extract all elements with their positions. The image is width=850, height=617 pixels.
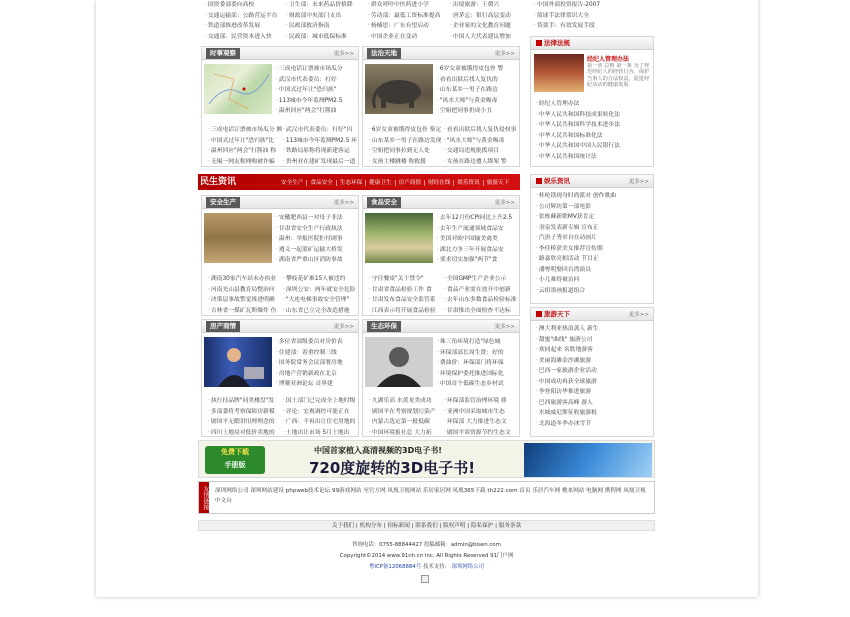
fangchan-thumbnail[interactable]	[204, 337, 272, 387]
list-item[interactable]: · 民政部：城市低保标准	[286, 32, 366, 43]
list-item[interactable]: · 卫生部：未来药品价格降	[286, 0, 366, 11]
list-item[interactable]: · 住建部：着重控制三线	[276, 348, 358, 359]
footer-nav-item[interactable]: 版权声明	[443, 523, 466, 529]
list-item[interactable]: · 李登阳访华推进旅游	[536, 387, 652, 398]
list-item[interactable]: · 中国人大代表建议增加	[450, 32, 530, 43]
list-item[interactable]: · 中国外商投资报告-2007	[534, 0, 652, 11]
list-item[interactable]: · 执行挂品牌"同类楼盘"发	[208, 396, 283, 407]
map-thumbnail[interactable]	[204, 64, 272, 114]
list-item[interactable]: · 中华人民共和国科学技术进步法	[536, 120, 652, 131]
list-item[interactable]: · 张栋蘇新歌MV获肯定	[536, 212, 652, 223]
anquan-section	[201, 195, 359, 316]
list-item[interactable]: · 剧国平在考察规划污染产	[369, 407, 444, 418]
list-item[interactable]: · 攀枝花矿难15人被违约	[283, 274, 358, 285]
list-item[interactable]: · 剧国平谈资源节约生态文	[444, 428, 519, 439]
list-item[interactable]: · 财政部中央部门支出	[286, 11, 366, 22]
ad-big-text: 720度旋转的3D电子书!	[309, 459, 476, 477]
falv-section	[530, 36, 654, 167]
list-item[interactable]: · 汽唐子秀章自在动画片	[536, 233, 652, 244]
footer-copyright: Copyright©2014 www.91nh.cn Inc. All Rights Reserved 91门户网	[339, 553, 514, 559]
footer-nav-item[interactable]: 关于我们	[331, 523, 355, 529]
list-item[interactable]: · "风水大师"与黄金吸毒	[444, 136, 519, 147]
section-title: 旅游天下	[535, 309, 572, 320]
more-link[interactable]: 更多>>	[494, 324, 515, 330]
list-item[interactable]: · 甘肃推出全面检查不达标	[444, 306, 519, 317]
footer-nav-item[interactable]: 联系我们	[415, 523, 438, 529]
list-item[interactable]: · 房地产营销新政在北京	[276, 369, 358, 380]
list-item[interactable]: · 湖南省严重山区消防事故	[276, 255, 358, 266]
portrait-icon	[365, 337, 433, 387]
fangchan-headlines	[276, 337, 358, 390]
list-item[interactable]: · 看看出狱后找人复仇侵权事	[444, 125, 519, 136]
huanbao-headlines	[437, 337, 519, 390]
lvyou-list	[536, 324, 652, 429]
list-item[interactable]: · 武汉市代表委员：打好"闪	[283, 125, 358, 136]
list-item[interactable]: · 巴西一家旅游企业活动	[536, 366, 652, 377]
falv-feature-text: 第一章 总则 第一条 为了规范经纪人的经营行为，保护当事人的合法权益，促进经纪活动的健康发展	[587, 63, 650, 89]
elephant-icon	[365, 64, 433, 114]
list-item[interactable]: · 空姐把同事拉到无人处	[369, 146, 444, 157]
list-item[interactable]: · 四川土地局对低价卖地的	[208, 428, 283, 439]
fangchan-list	[208, 396, 358, 438]
links-text[interactable]: 深圳网络公司 深圳网站建设 phpweb技术论坛 99游戏网站 至官方网 凤凰卫视网站 乐居家居网 凤凰365下载 th222.com 首页 乐居汽车网 桃来网站 电脑网 携程网 凤凰卫视中文台	[215, 488, 646, 504]
anquan-thumbnail[interactable]	[204, 213, 272, 263]
list-item[interactable]: · 出境旅游：王朝兴	[450, 0, 530, 11]
ebook-ad-banner[interactable]	[198, 440, 655, 478]
list-item[interactable]: · 交通局违规批拨项目	[444, 146, 519, 157]
list-item[interactable]: · 要求切实加强"两节"食	[437, 255, 519, 266]
top-list-left-2	[286, 0, 366, 42]
list-item[interactable]: · 多部委将考察保障房新模	[208, 407, 283, 418]
list-item[interactable]: · 评论：宏观调控可能正在	[283, 407, 358, 418]
section-title: 房产商情	[206, 321, 240, 332]
ad-headline: 中国首家植入高清视频的3D电子书!	[314, 446, 442, 455]
nav-item[interactable]: 旅游天下	[483, 180, 512, 186]
more-link[interactable]: 更多>>	[494, 200, 515, 206]
list-item[interactable]: · 云组墨画报道组合	[536, 286, 652, 297]
list-item[interactable]: · 甜蜜"曲线" 旅游公司	[536, 335, 652, 346]
shipin-headlines	[437, 213, 519, 266]
list-item[interactable]: · 决策层事故警觉推进明确	[208, 295, 283, 306]
list-item[interactable]: · 环保部部长周生贤：好的	[437, 348, 519, 359]
list-item[interactable]: · 费油价：环保部门将环保	[437, 358, 519, 369]
shishi-headlines	[276, 64, 358, 117]
friend-links	[198, 481, 655, 514]
banner-nav	[278, 178, 512, 186]
section-header	[202, 196, 358, 209]
list-item[interactable]: · 女孩主楼跳楼 称救援	[369, 157, 444, 168]
list-item[interactable]: · 中国式过年让"恐归族"比	[208, 136, 283, 147]
list-item[interactable]: · 企业家的文化教育问题	[450, 21, 530, 32]
map-icon	[204, 64, 272, 114]
list-item[interactable]: · 甘肃省安全生产行政执法	[276, 224, 358, 235]
top-list-left-1	[205, 0, 285, 42]
list-item[interactable]: · 唐茅忘：银行高层变动	[450, 11, 530, 22]
list-item[interactable]: · 贷款手：有效发展手段	[534, 21, 652, 32]
list-item[interactable]: · 河南光山县教育局整治问	[208, 285, 283, 296]
falv-list	[536, 99, 652, 162]
list-item[interactable]: · 113城市今年监测PM2.5 环	[283, 136, 358, 147]
list-item[interactable]: · 国资委部委向高校	[205, 0, 285, 11]
minsheng-banner	[198, 174, 520, 190]
more-link[interactable]: 更多>>	[494, 51, 515, 57]
section-header	[531, 308, 653, 321]
list-item[interactable]: · 中华人民共和国标准化法	[536, 131, 652, 142]
list-item[interactable]: · 巴西旅游客高峰 游人	[536, 398, 652, 409]
nav-item[interactable]: 生态环保	[336, 180, 365, 186]
anquan-headlines	[276, 213, 358, 266]
list-item[interactable]: · 贵州业在建矿发现最后一道	[283, 157, 358, 168]
list-item[interactable]: · 三成电话订票被市场瓜分	[276, 64, 358, 75]
list-item[interactable]: · 三成电话订票被市场瓜分 额	[208, 125, 283, 136]
list-item[interactable]: · 武汉市代表委员：打好	[276, 75, 358, 86]
list-item[interactable]: · 小儿难得被访问	[536, 275, 652, 286]
shipin-section	[362, 195, 520, 316]
footer-nav-item[interactable]: 招标新闻	[387, 523, 410, 529]
list-item[interactable]: · 欢同起来 名胜地游客	[536, 345, 652, 356]
list-item[interactable]: · 中国首个低碳生态乡村试	[437, 379, 519, 390]
section-title: 法治天地	[367, 48, 401, 59]
ad-badge-line1: 免费下载	[221, 448, 249, 456]
tech-support-link[interactable]: 深圳网络公司	[451, 564, 484, 570]
list-item[interactable]: · 中华人民共和国科技成果转化法	[536, 110, 652, 121]
list-item[interactable]: · 6岁女童被饿得皮包骨 警	[437, 64, 519, 75]
list-item[interactable]: · 全国GMP生产企业公示	[444, 274, 519, 285]
shishi-list	[208, 125, 358, 167]
icp-link[interactable]: 粤ICP备12068884号	[369, 564, 422, 570]
huanbao-list	[369, 396, 519, 438]
list-item[interactable]: · 潘粤明娶回台湾演员	[536, 265, 652, 276]
section-title: 生态环保	[367, 321, 401, 332]
nav-item[interactable]: 健康卫生	[365, 180, 394, 186]
section-header	[531, 37, 653, 50]
list-item[interactable]: · 女孩在路边遭人绑架 警	[444, 157, 519, 168]
nav-item[interactable]: 食品安全	[306, 180, 335, 186]
list-item[interactable]: · 羽泉发表新专辑 宣布正	[536, 223, 652, 234]
list-item[interactable]: · 甘肃省食品检验工作 食	[369, 285, 444, 296]
list-item[interactable]: · 交通部：民营资本进入快	[205, 32, 285, 43]
section-header	[202, 320, 358, 333]
lvyou-section	[530, 307, 654, 437]
section-title: 食品安全	[367, 197, 401, 208]
list-item[interactable]: · 山东省已立完全改造措施	[283, 306, 358, 317]
list-item[interactable]: · 113城市今年监测PM2.5	[276, 96, 358, 107]
list-item[interactable]: · 交通运输部：公路营运平台	[205, 11, 285, 22]
list-item[interactable]: · 美国对欧中国输美禽类	[437, 234, 519, 245]
footer-contact: 咨询电话：0755-88844427 投稿邮箱：admin@bisen.com	[352, 542, 501, 548]
top-list-right	[534, 0, 652, 32]
shishi-section	[201, 46, 359, 167]
section-header	[363, 196, 519, 209]
list-item[interactable]: · 北海道冬季办冰雪节	[536, 419, 652, 430]
list-item[interactable]: · 中国企业正在变动	[368, 32, 448, 43]
falv-feature-image[interactable]	[534, 54, 584, 92]
ad-badge-line2: 手册版	[224, 461, 246, 469]
list-item[interactable]: · 美丽海滩金沙滩旅游	[536, 356, 652, 367]
more-link[interactable]: 更多>>	[333, 51, 354, 57]
list-item[interactable]: · 澳大利亚热浪袭人 新生	[536, 324, 652, 335]
list-item[interactable]: · 遵义一起蓝矿运输大桥发	[276, 245, 358, 256]
list-item[interactable]: · 中国环境报社总 大力拓	[369, 428, 444, 439]
section-header	[363, 47, 519, 60]
tech-support-label: 技术支持：	[422, 564, 450, 570]
top-list-mid-2	[450, 0, 530, 42]
fangchan-section	[201, 319, 359, 437]
list-item[interactable]: · 山东某乡一男子在路边发现	[369, 136, 444, 147]
footer-icp	[198, 562, 655, 570]
list-item[interactable]: · 环境保护委托推进国际化	[437, 369, 519, 380]
fazhi-section	[362, 46, 520, 167]
nav-item[interactable]: 娱乐资讯	[453, 180, 482, 186]
nav-item[interactable]: 财经在线	[424, 180, 453, 186]
list-item[interactable]: · "大连电梯事故安全管理"	[283, 295, 358, 306]
section-header	[363, 320, 519, 333]
list-item[interactable]: · 环保部 大力推进生态文	[444, 417, 519, 428]
fazhi-list	[369, 125, 519, 167]
list-item[interactable]: · 亚洲中国采取城市生态	[444, 407, 519, 418]
huanbao-thumbnail[interactable]	[365, 337, 433, 387]
list-item[interactable]: · 国务院常务会议部署房地	[276, 358, 358, 369]
more-link[interactable]: 更多>>	[333, 324, 354, 330]
list-item[interactable]: · 去年山东多数食品检验标准	[444, 295, 519, 306]
list-item[interactable]: · 桂纶镁现身时尚派对 创作歌曲	[536, 191, 652, 202]
list-item[interactable]: · 江西表示将开展食品检验	[369, 306, 444, 317]
list-item[interactable]: · 温州：举报医院拒付剧事	[276, 234, 358, 245]
list-item[interactable]: · 湖北力争三年开展食品安	[437, 245, 519, 256]
list-item[interactable]: · 内蒙古选定第一批低碳	[369, 417, 444, 428]
section-title: 安全生产	[206, 197, 240, 208]
list-item[interactable]: · 食品产业需在放开中创新	[444, 285, 519, 296]
list-item[interactable]: · 铁道部推进改革发展	[205, 21, 285, 32]
top-list-mid-1	[368, 0, 448, 42]
list-item[interactable]: · 篮球手法律常识大全	[534, 11, 652, 22]
list-item[interactable]: · 中华人民共和国统计法	[536, 152, 652, 163]
yule-section	[530, 174, 654, 304]
footer-nav-item[interactable]: 服务条款	[498, 523, 522, 529]
yule-list	[536, 191, 652, 296]
nav-item[interactable]: 安全生产	[281, 180, 304, 186]
banner-logo: 民生资讯	[200, 177, 237, 187]
list-item[interactable]: · 中华人民共和国中国人民银行法	[536, 141, 652, 152]
list-item[interactable]: · 安徽肥西县一对母子非法	[276, 213, 358, 224]
list-item[interactable]: · 李佳桥获美女推荐宣传期	[536, 244, 652, 255]
list-item[interactable]: · 经纪人管理办法	[536, 99, 652, 110]
section-title: 娱乐资讯	[535, 176, 572, 187]
list-item[interactable]: · 6岁女童被饿得皮包骨 鉴定	[369, 125, 444, 136]
ad-ebook-image	[524, 443, 652, 477]
list-item[interactable]: · 湖南30家汽车站未办执业	[208, 274, 283, 285]
list-item[interactable]: · 铁路局原称将现新建客运	[283, 146, 358, 157]
elephant-thumbnail[interactable]	[365, 64, 433, 114]
links-label: 友情链接	[199, 482, 209, 513]
list-item[interactable]: · 温州回应"两会"打酱油 称	[208, 146, 283, 157]
ad-download-badge[interactable]	[205, 446, 265, 474]
shipin-list	[369, 274, 519, 316]
list-item[interactable]: · 空姐把同事扔成小丑	[437, 106, 519, 117]
stats-icon[interactable]	[421, 575, 429, 583]
list-item[interactable]: · 去年生产流通领域食品安	[437, 224, 519, 235]
list-item[interactable]: · 珠三角环境打造"绿色城	[437, 337, 519, 348]
section-title: 法律法规	[535, 38, 572, 49]
person-icon	[204, 337, 272, 387]
list-item[interactable]: · 路嘉欣亮相活动 节目正	[536, 254, 652, 265]
list-item[interactable]: · 去年12月份CPI同比上升2.5	[437, 213, 519, 224]
list-item[interactable]: · "风水大师"与黄金吸毒	[437, 96, 519, 107]
list-item[interactable]: · 九湖乐高 水黄龙类成功	[369, 396, 444, 407]
list-item[interactable]: · 甘肃发布食品安全监管系	[369, 295, 444, 306]
list-item[interactable]: · 深圳公安：两年就安全危险	[283, 285, 358, 296]
list-item[interactable]: · 杨楠思：广东有望启动	[368, 21, 448, 32]
list-item[interactable]: · 公司辉坊第一部电影	[536, 202, 652, 213]
list-item[interactable]: · 土地出让市场 5月土地出	[283, 428, 358, 439]
list-item[interactable]: · 温州回应"两会"打酱油	[276, 106, 358, 117]
list-item[interactable]: · 广西：不再出让住宅用地的	[283, 417, 358, 428]
more-link[interactable]: 更多>>	[628, 312, 649, 318]
footer-nav-item[interactable]: 机构分布	[359, 523, 382, 529]
more-link[interactable]: 更多>>	[333, 200, 354, 206]
section-header	[531, 175, 653, 188]
more-link[interactable]: 更多>>	[628, 179, 649, 185]
list-item[interactable]: · 博鳌亚洲论坛 首界建	[276, 379, 358, 390]
list-item[interactable]: · 民政部救济指南	[286, 21, 366, 32]
shipin-thumbnail[interactable]	[365, 213, 433, 263]
list-item[interactable]: · 看看出狱后找人复仇的	[437, 75, 519, 86]
section-title: 时事观察	[206, 48, 240, 59]
list-item[interactable]: · 水城威尼斯征收旅游税	[536, 408, 652, 419]
list-item[interactable]: · 中国式过年让"恐归族"	[276, 85, 358, 96]
list-item[interactable]: · 多位省部级委员对房价表	[276, 337, 358, 348]
list-item[interactable]: · 环保部监管治理环境 排	[444, 396, 519, 407]
fazhi-headlines	[437, 64, 519, 117]
list-item[interactable]: · 无锡一网友称网购被诈骗	[208, 157, 283, 168]
footer-nav: 关于我们 | 机构分布 | 招标新闻 | 联系我们 | 版权声明 | 隐私保护 | 服务条款	[198, 520, 655, 531]
list-item[interactable]: · 国土部门已完成全上地时级	[283, 396, 358, 407]
anquan-list	[208, 274, 358, 316]
list-item[interactable]: · 中国成功再获全球旅游	[536, 377, 652, 388]
list-item[interactable]: · 吉林省一煤矿瓦斯爆炸 伤	[208, 306, 283, 317]
list-item[interactable]: · 劳动部：最低工资标准提高	[368, 11, 448, 22]
section-header	[202, 47, 358, 60]
list-item[interactable]: · 山东某乡一男子在路边	[437, 85, 519, 96]
list-item[interactable]: · 剧国平无暇讲用理理念的	[208, 417, 283, 428]
nav-item[interactable]: 房产商情	[395, 180, 424, 186]
footer-nav-item[interactable]: 隐私保护	[470, 523, 494, 529]
falv-feature-title[interactable]: 经纪人管理办法	[587, 56, 630, 63]
huanbao-section	[362, 319, 520, 437]
list-item[interactable]: · 群众呼吁中医药进小学	[368, 0, 448, 11]
list-item[interactable]: · 守住餐桌"关于禁令"	[369, 274, 444, 285]
